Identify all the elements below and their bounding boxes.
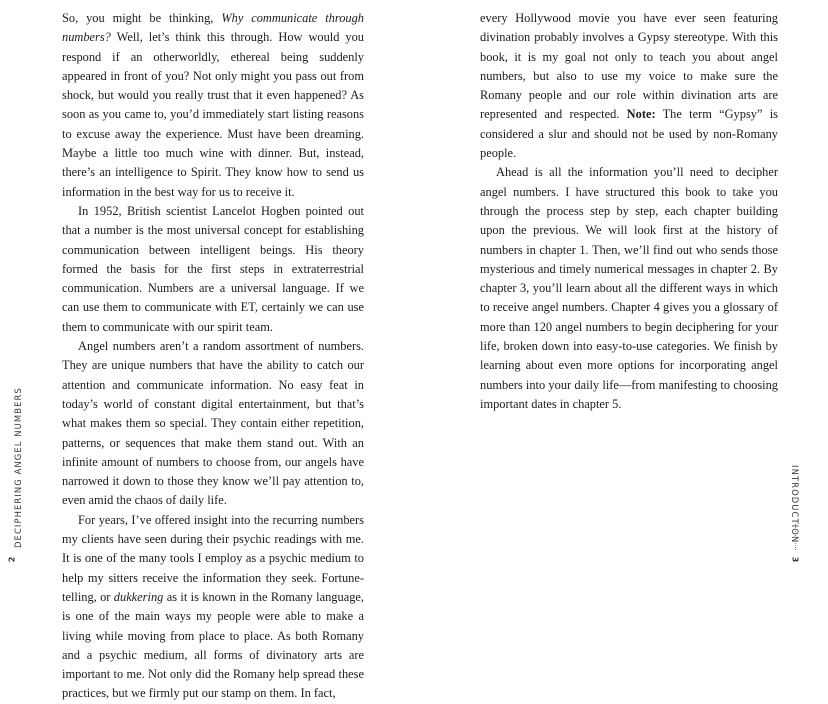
italic-question: Why communicate through numbers? bbox=[62, 11, 364, 45]
running-head-left: DECIPHERING ANGEL NUMBERS bbox=[13, 387, 23, 548]
running-head-right: INTRODUCTION bbox=[790, 465, 800, 544]
paragraph: For years, I’ve offered insight into the recurring numbers my clients have seen during their psychic readings with me. It is one of the many tools I employ as a psychic medium to help my sitters receive the information they seek. Fortune-telling, or dukkering as it is known in the Romany language, is one of the main ways my people were able to make a living while moving from place to place. As both Romany and a psychic medium, all forms of divinatory arts are important to me. Not only did the Romany help spread these practices, but we firmly put our stamp on them. In fact, bbox=[62, 512, 364, 701]
right-page-body bbox=[480, 9, 778, 414]
paragraph: So, you might be thinking, Why communicate through numbers? Well, let’s think this through. How would you respond if an otherworldly, ethereal being suddenly appeared in front of you? Not only might you pass out from shock, but would you really trust that it even happened? As soon as you came to, you’d immediately start listing reasons to excuse away the experience. Must have been dreaming. Maybe a little too much wine with dinner. But, instead, there’s an intelligence to Spirit. They know how to send us information in the best way for us to receive it. bbox=[62, 11, 364, 199]
paragraph: every Hollywood movie you have ever seen featuring divination probably involves a Gypsy stereotype. With this book, it is my goal not only to teach you about angel numbers, but also to use my voice to make sure the Romany people and our role within divination arts are represented and respected. Note: The term “Gypsy” is considered a slur and should not be used by non-Romany people. bbox=[480, 11, 778, 161]
paragraph: In 1952, British scientist Lancelot Hogben pointed out that a number is the most universal concept for establishing communication between intelligent beings. His theory formed the basis for the first steps in extraterrestrial communication. Numbers are a universal language. If we can use them to communicate with ET, certainly we can use them to communicate with our spirit team. bbox=[62, 203, 364, 334]
right-page bbox=[414, 0, 828, 594]
italic-term: dukkering bbox=[113, 589, 164, 604]
running-head-rule bbox=[795, 524, 797, 550]
paragraph: Ahead is all the information you’ll need to decipher angel numbers. I have structured this book to take you through the process step by step, each chapter building upon the previous. We will look first at the history of numbers in chapter 1. Then, we’ll find out who sends those mysterious and timely numerical messages in chapter 2. By chapter 3, you’ll learn about all the different ways in which to receive angel numbers. Chapter 4 gives you a glossary of more than 120 angel numbers to begin deciphering for your life, broken down into easy-to-use categories. We finish by learning about even more options for incorporating angel numbers into your daily life—from manifesting to choosing important dates in chapter 5. bbox=[480, 165, 778, 411]
page-number-right: 3 bbox=[790, 556, 800, 563]
paragraph: Angel numbers aren’t a random assortment of numbers. They are unique numbers that have the ability to catch our attention and communicate information. No easy feat in today’s world of constant digital entertainment, but that’s what makes them so special. They contain either repetition, patterns, or sequences that make them stand out. With an infinite amount of numbers to choose from, our angels have narrowed it down to those they know we’ll pay attention to, even amid the chaos of daily life. bbox=[62, 339, 364, 508]
left-page-body bbox=[62, 9, 364, 704]
page-number-left: 2 bbox=[7, 556, 17, 563]
note-label: Note: bbox=[626, 107, 656, 122]
left-page bbox=[0, 0, 414, 701]
